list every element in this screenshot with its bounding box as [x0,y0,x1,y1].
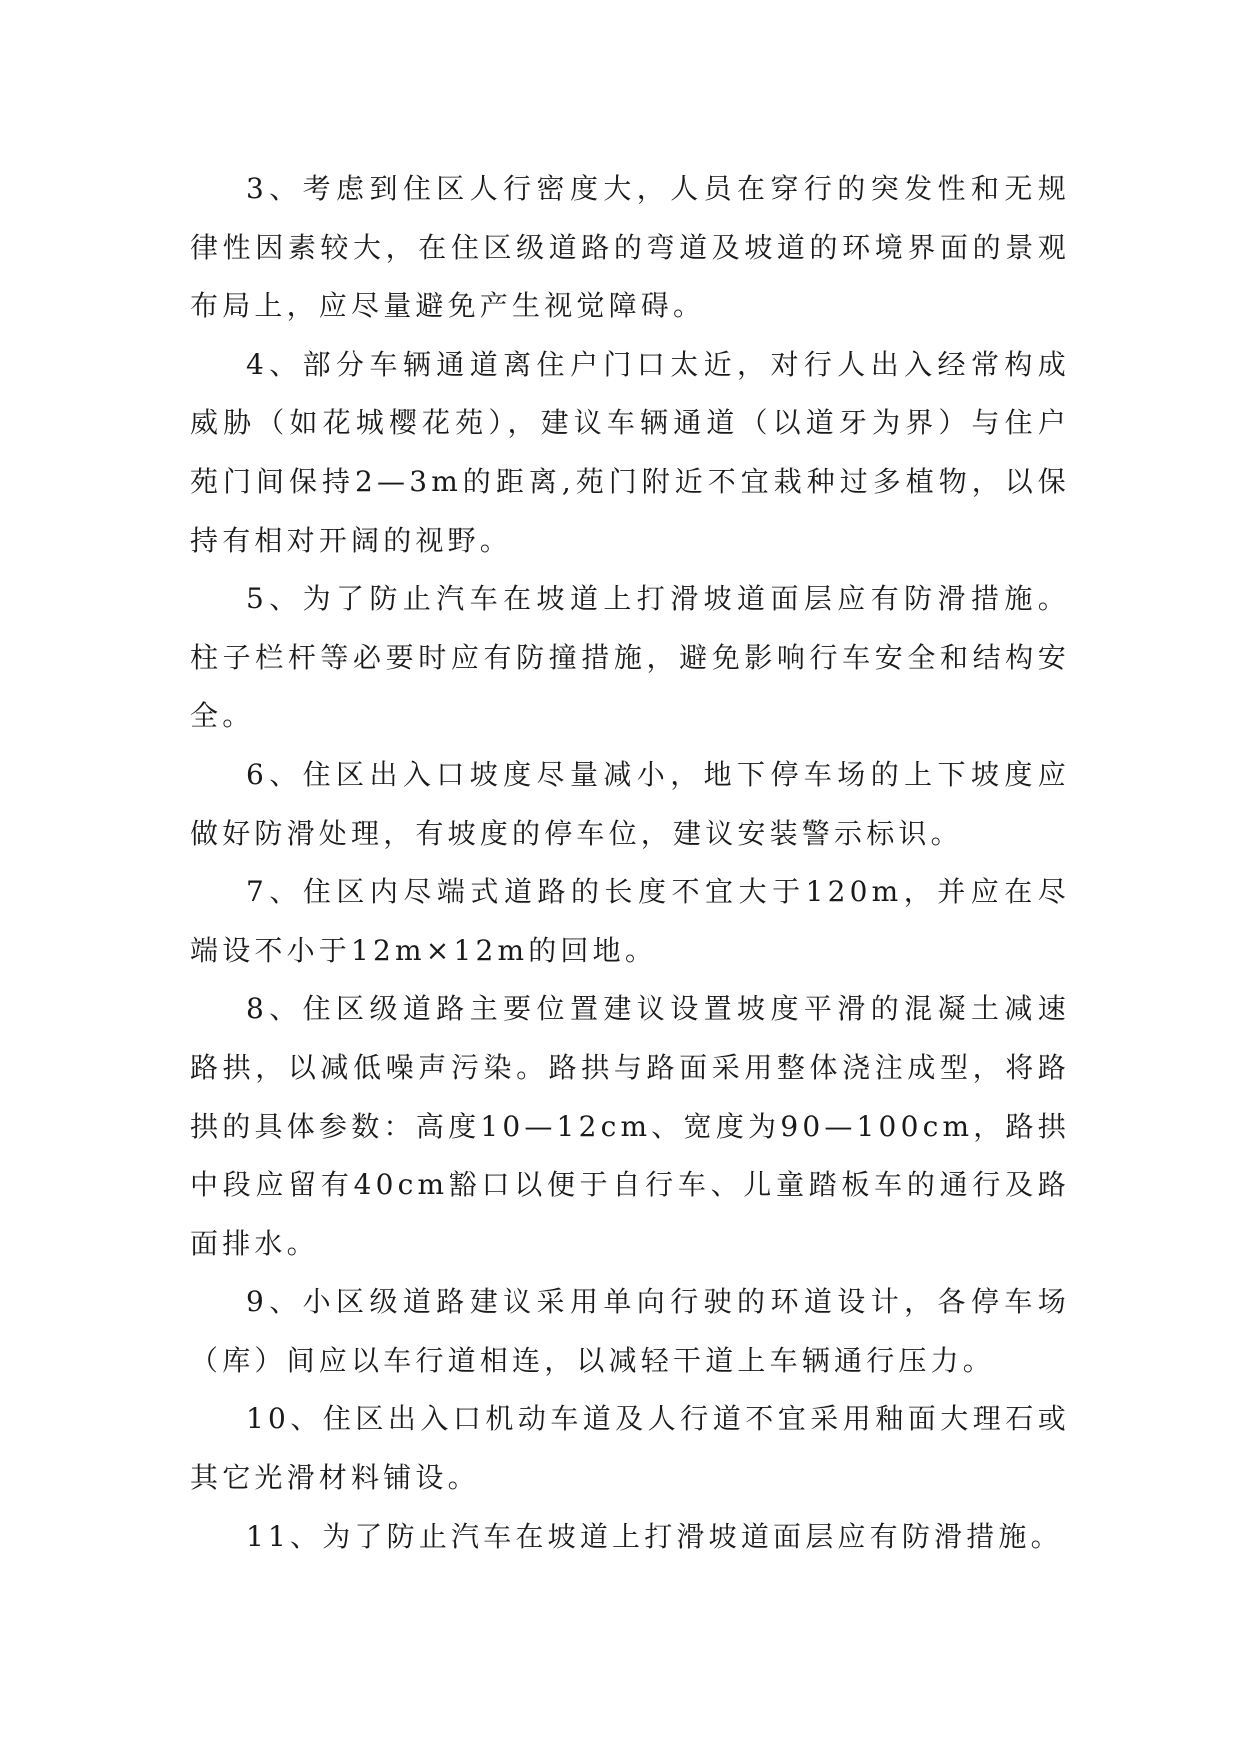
paragraph-item-5: 5、为了防止汽车在坡道上打滑坡道面层应有防滑措施。柱子栏杆等必要时应有防撞措施，避免影响行车安全和结构安全。 [190,582,1070,733]
paragraph-item-3: 3、考虑到住区人行密度大，人员在穿行的突发性和无规律性因素较大，在住区级道路的弯道及坡道的环境界面的景观布局上，应尽量避免产生视觉障碍。 [190,172,1070,323]
paragraph-item-9: 9、小区级道路建议采用单向行驶的环道设计，各停车场（库）间应以车行道相连，以减轻干道上车辆通行压力。 [190,1285,1070,1377]
paragraph-item-11: 11、为了防止汽车在坡道上打滑坡道面层应有防滑措施。 [246,1519,1063,1553]
paragraph-item-6: 6、住区出入口坡度尽量减小，地下停车场的上下坡度应做好防滑处理，有坡度的停车位，建议安装警示标识。 [190,757,1070,850]
paragraph-item-4: 4、部分车辆通道离住户门口太近，对行人出入经常构成威胁（如花城樱花苑），建议车辆通道（以道牙为界）与住户苑门间保持2—3m的距离,苑门附近不宜栽种过多植物，以保持有相对开阔的视野。 [190,347,1070,557]
document-body [190,160,1070,1566]
paragraph-item-7: 7、住区内尽端式道路的长度不宜大于120m，并应在尽端设不小于12m×12m的回地。 [190,875,1070,967]
paragraph-item-10: 10、住区出入口机动车道及人行道不宜采用釉面大理石或其它光滑材料铺设。 [190,1402,1070,1495]
paragraph-item-8: 8、住区级道路主要位置建议设置坡度平滑的混凝土减速路拱，以减低噪声污染。路拱与路面采用整体浇注成型，将路拱的具体参数：高度10—12cm、宽度为90—100cm，路拱中段应留有40cm豁口以便于自行车、儿童踏板车的通行及路面排水。 [190,992,1070,1260]
